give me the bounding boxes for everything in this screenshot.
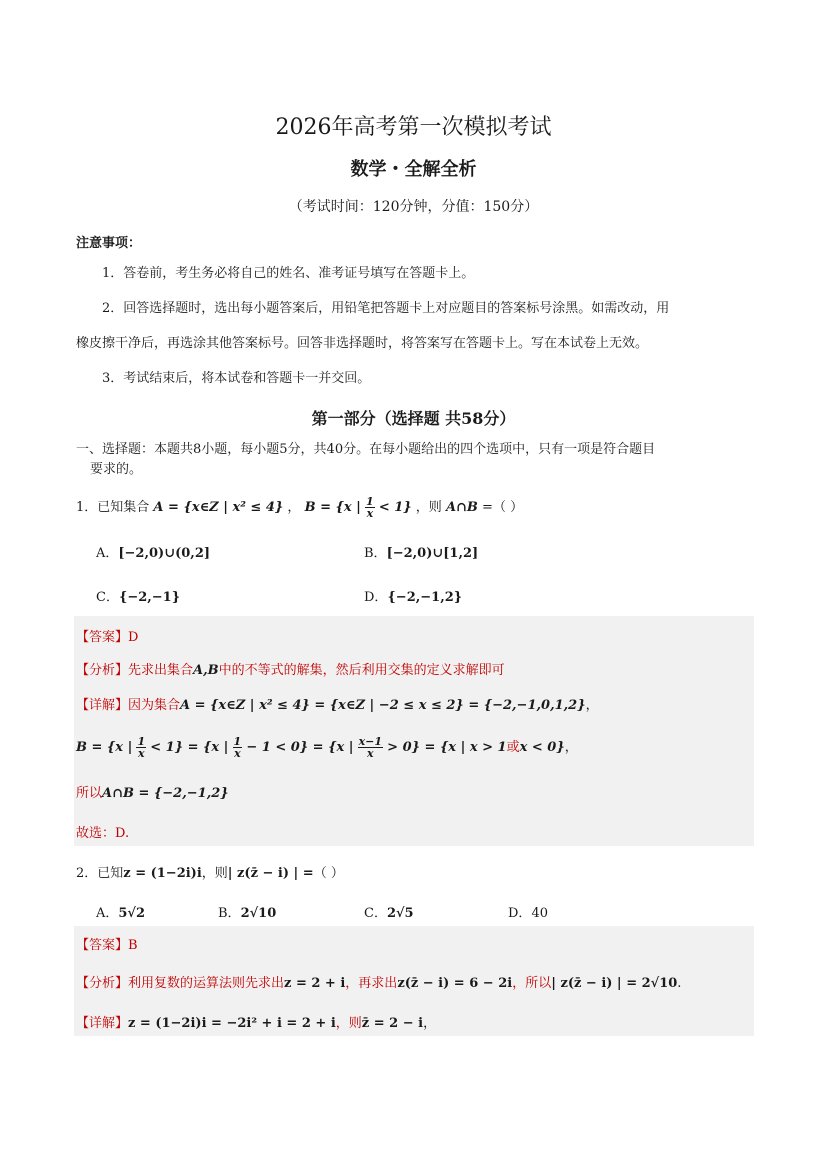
q2-option-a[interactable]: A．5√2 xyxy=(96,906,146,921)
stem-text: ， xyxy=(287,500,301,515)
notice-item: 橡皮擦干净后，再选涂其他答案标号。回答非选择题时，将答案写在答题卡上。写在本试卷上无效。 xyxy=(76,336,649,351)
q1-option-a[interactable]: A．[−2,0)∪(0,2] xyxy=(96,546,211,561)
q2-option-d[interactable]: D．40 xyxy=(508,906,548,921)
exam-info: （考试时间：120分钟，分值：150分） xyxy=(288,199,539,215)
q1-detail-line-3: 所以A∩B = {−2,−1,2} xyxy=(76,786,229,801)
q1-answer: 【答案】D xyxy=(76,630,139,645)
set-b-math: < 1} xyxy=(378,500,412,515)
q1-analysis: 【分析】先求出集合A,B中的不等式的解集，然后利用交集的定义求解即可 xyxy=(76,663,505,678)
notice-heading: 注意事项： xyxy=(76,236,142,251)
question-2-stem: 2．已知z = (1−2i)i，则| z(z̄ − i) | =（ ） xyxy=(76,866,344,881)
q1-detail-line-2: B = {x | $\frac{1}{x}$ < 1} = {x | $\frac{1}{x}$ − 1 < 0} = {x | $\frac{x-1}{x}$ > 0} = {x | x > 1或x < 0}， xyxy=(76,735,578,760)
q1-option-c[interactable]: C．{−2,−1} xyxy=(96,590,181,605)
q1-solution-panel xyxy=(74,616,754,846)
q1-option-b[interactable]: B．[−2,0)∪[1,2] xyxy=(364,546,479,561)
stem-text: 1．已知集合 xyxy=(76,500,150,515)
section-line: 一、选择题：本题共8小题，每小题5分，共40分。在每小题给出的四个选项中，只有一项是符合题目 xyxy=(76,442,656,457)
notice-item: 2．回答选择题时，选出每小题答案后，用铅笔把答题卡上对应题目的答案标号涂黑。如需改动，用 xyxy=(102,301,670,316)
section-instructions xyxy=(76,440,748,480)
q2-detail: 【详解】z = (1−2i)i = −2i² + i = 2 + i，则z̄ = 2 − i， xyxy=(76,1016,437,1031)
set-b-math: B = {x | xyxy=(304,500,361,515)
fraction: $\frac{1}{x}$ xyxy=(366,495,374,520)
q1-choose: 故选：D. xyxy=(76,826,130,841)
stem-text: ，则 xyxy=(415,500,442,515)
q1-detail-line-1: 【详解】因为集合A = {x∈Z | x² ≤ 4} = {x∈Z | −2 ≤ x ≤ 2} = {−2,−1,0,1,2}， xyxy=(76,698,599,713)
page-title: 2026年高考第一次模拟考试 xyxy=(275,115,552,140)
notice-item: 3．考试结束后，将本试卷和答题卡一并交回。 xyxy=(102,371,371,386)
q2-analysis: 【分析】利用复数的运算法则先求出z = 2 + i，再求出z(z̄ − i) = 6 − 2i，所以| z(z̄ − i) | = 2√10. xyxy=(76,976,682,991)
notice-item: 1．答卷前，考生务必将自己的姓名、准考证号填写在答题卡上。 xyxy=(102,266,475,281)
question-1-stem xyxy=(76,496,523,519)
page-subtitle: 数学・全解全析 xyxy=(350,159,477,180)
q1-option-d[interactable]: D．{−2,−1,2} xyxy=(364,590,463,605)
q2-option-b[interactable]: B．2√10 xyxy=(218,906,277,921)
q2-answer: 【答案】B xyxy=(76,938,138,953)
intersection-math: A∩B xyxy=(445,500,478,515)
stem-text: =（ ） xyxy=(482,500,524,515)
part-title: 第一部分（选择题 共58分） xyxy=(311,409,516,428)
section-line: 要求的。 xyxy=(90,462,143,477)
set-a-math: A = {x∈Z | x² ≤ 4} xyxy=(153,500,284,515)
q2-option-c[interactable]: C．2√5 xyxy=(364,906,414,921)
